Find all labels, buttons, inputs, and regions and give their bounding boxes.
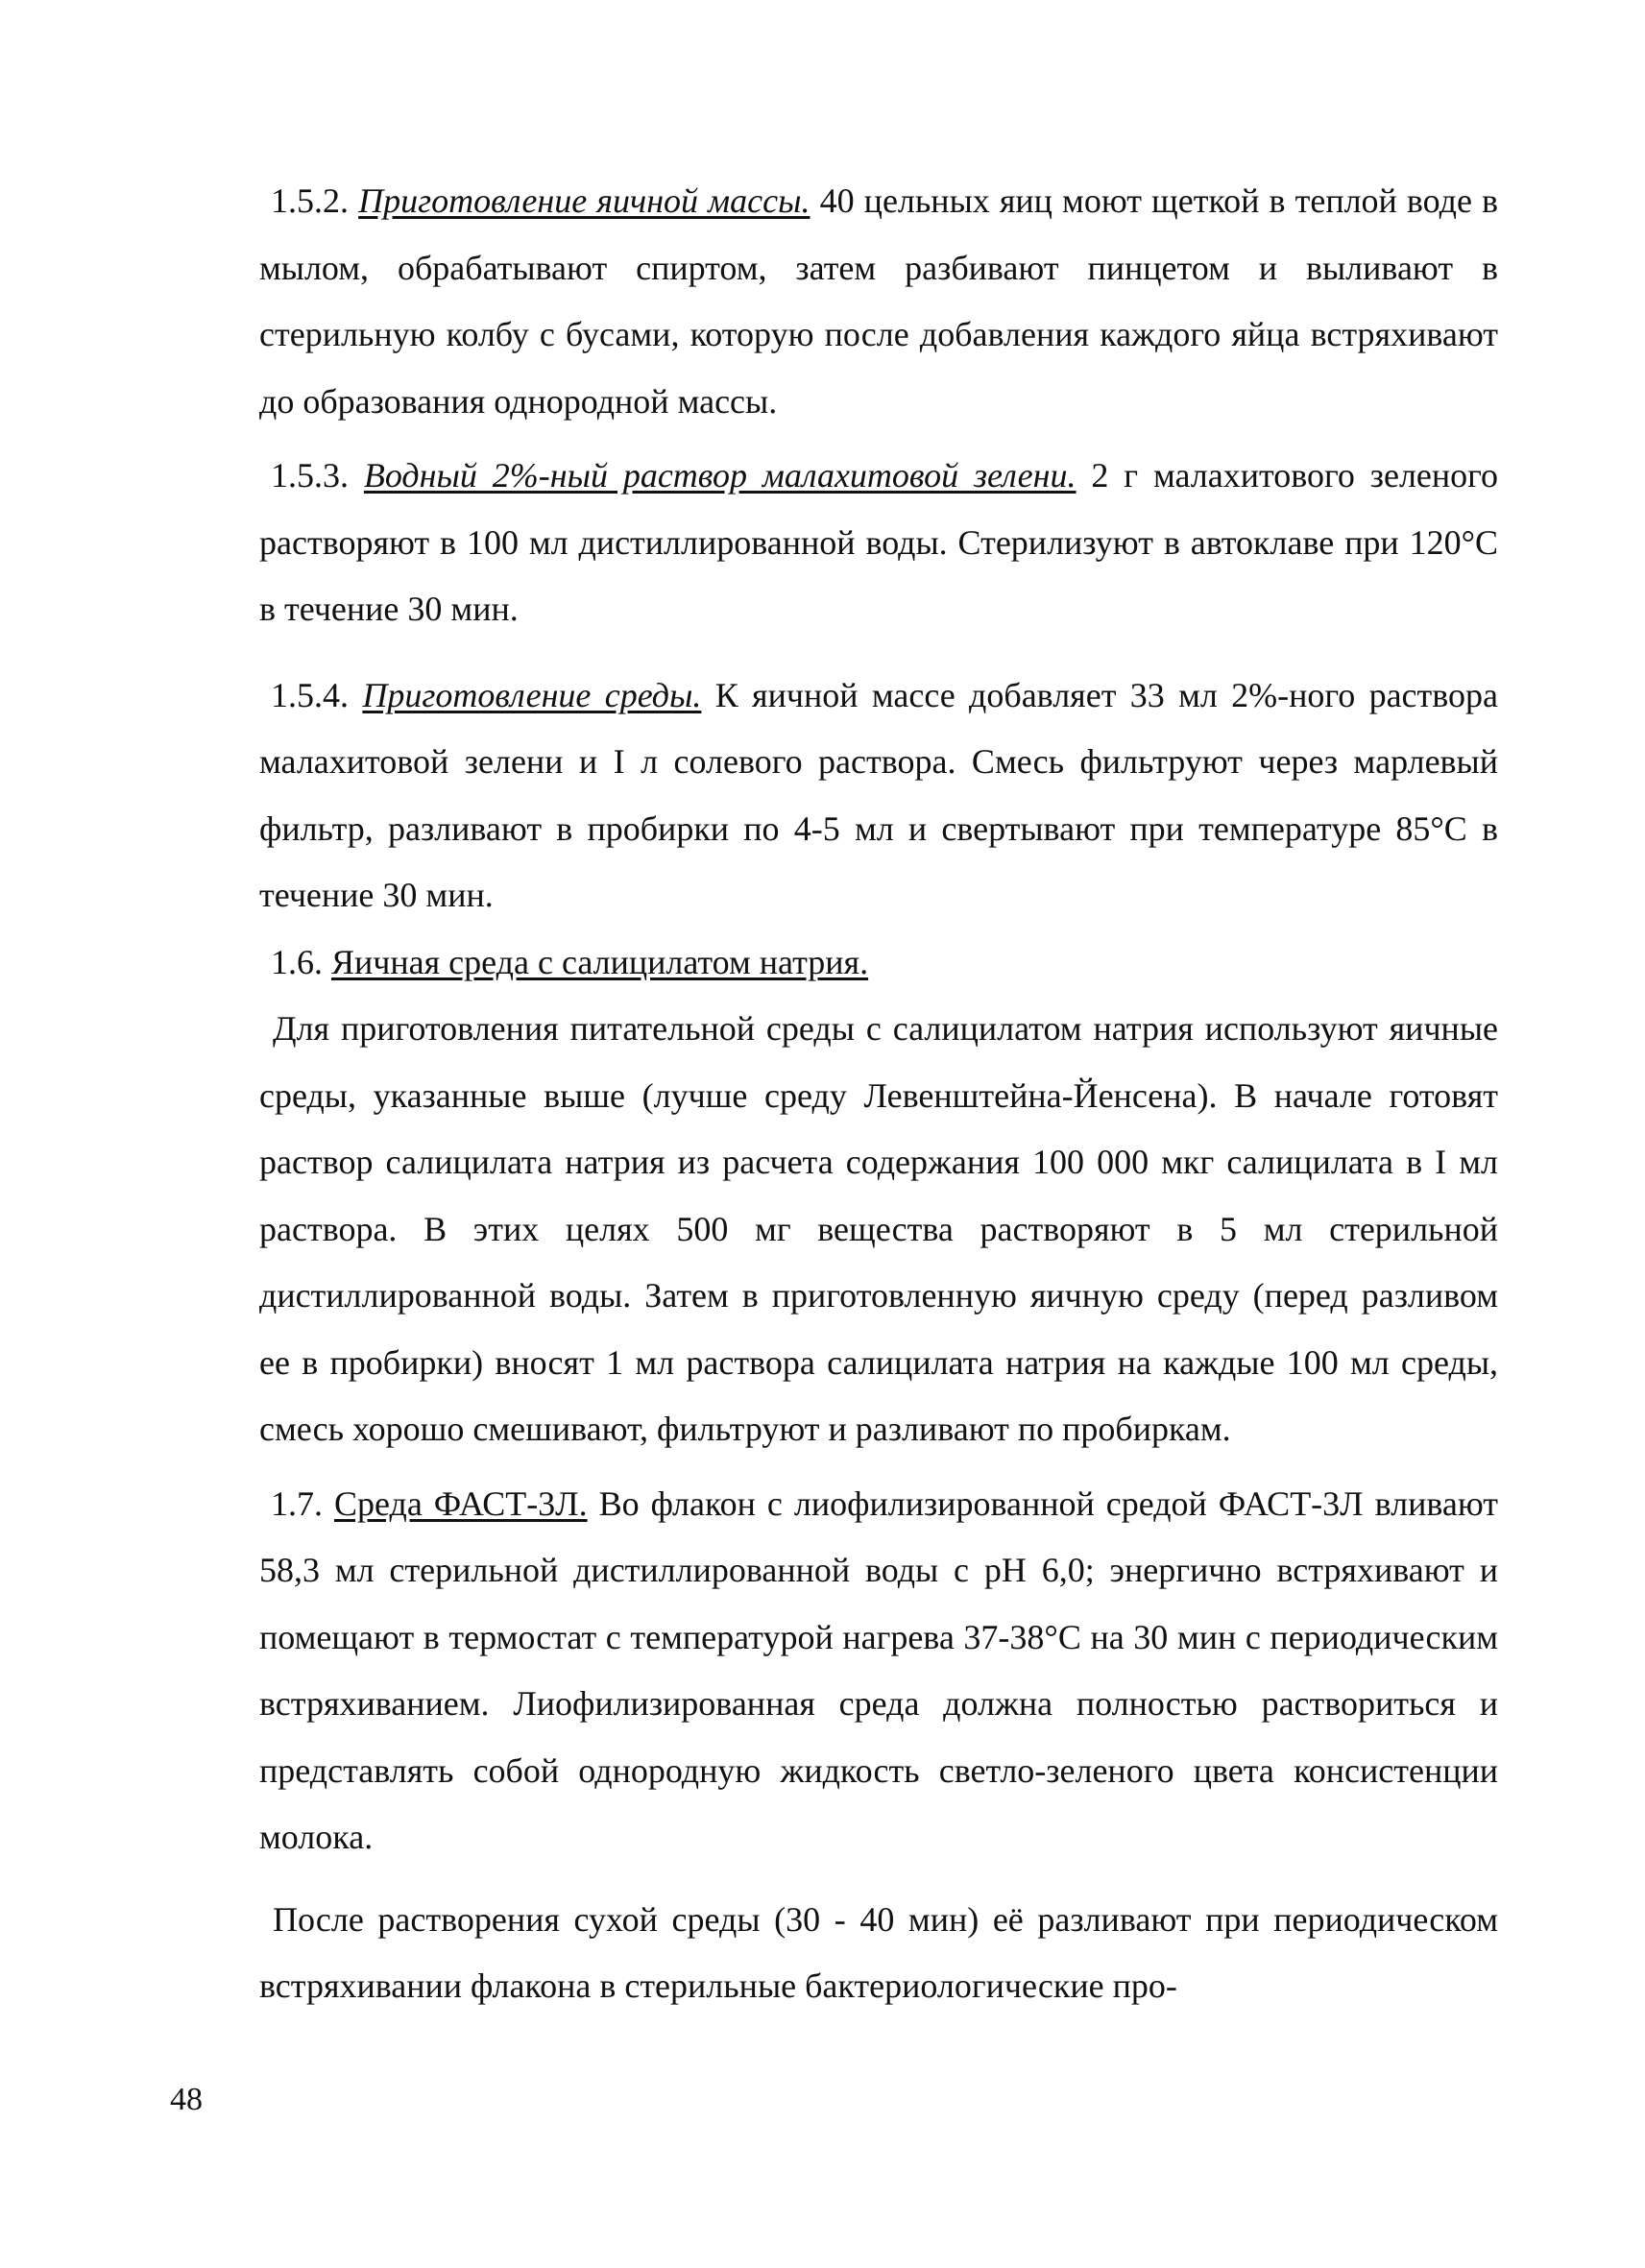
section-heading: Водный 2%-ный раствор малахитовой зелени. [363,456,1077,495]
paragraph-body: После растворения сухой среды (30 - 40 мин) её разливают при периодическом встряхивании флакона в стерильные бактериологические про- [259,1899,1498,2005]
section-1-6 [259,929,1498,997]
page-text [259,168,1498,2020]
paragraph-body: Для приготовления питательной среды с салицилатом натрия используют яичные среды, указанные выше (лучше среду Левенштейна-Йенсена). В начале готовят раствор салицилата натрия из расчета содержания 100 000 мкг салицилата в I мл раствора. В этих целях 500 мг вещества растворяют в 5 мл стерильной дистиллированной воды. Затем в приготовленную яичную среду (перед разливом ее в пробирки) вносят 1 мл раствора салицилата натрия на каждые 100 мл среды, смесь хорошо смешивают, фильтруют и разливают по пробиркам. [259,1009,1498,1448]
section-body: 2 г малахитового зеленого растворяют в 100 мл дистиллированной воды. Стерилизуют в автоклаве при 120°С в течение 30 мин. [259,456,1499,628]
section-number: 1.5.4. [271,675,349,714]
section-number: 1.6. [271,942,323,981]
section-number: 1.5.3. [271,456,349,495]
paragraph-salicylate [259,996,1498,1463]
section-heading: Приготовление среды. [362,675,702,714]
section-heading: Яичная среда с салицилатом натрия. [331,942,869,981]
section-1-5-2 [259,168,1498,435]
section-body: 40 цельных яиц моют щеткой в теплой воде в мылом, обрабатывают спиртом, затем разбивают пинцетом и выливают в стерильную колбу с бусами, которую после добавления каждого яйца встряхивают до образования однородной массы. [259,181,1499,421]
section-number: 1.5.2. [271,181,349,220]
page-number: 48 [170,2082,203,2117]
section-1-5-3 [259,443,1498,643]
section-heading: Среда ФАСТ-3Л. [334,1484,588,1523]
section-heading: Приготовление яичной массы. [358,181,810,220]
section-body: Во флакон с лиофилизированной средой ФАСТ-3Л вливают 58,3 мл стерильной дистиллированной воды с рН 6,0; энергично встряхивают и помещают в термостат с температурой нагрева 37-38°С на 30 мин с периодическим встряхиванием. Лиофилизированная среда должна полностью раствориться и представлять собой однородную жидкость светло-зеленого цвета консистенции молока. [259,1484,1498,1856]
section-1-5-4 [259,663,1498,929]
section-body: К яичной массе добавляет 33 мл 2%-ного раствора малахитовой зелени и I л солевого раствора. Смесь фильтруют через марлевый фильтр, разливают в пробирки по 4-5 мл и свертывают при температуре 85°С в течение 30 мин. [259,675,1499,914]
paragraph-dissolution [259,1887,1498,2020]
section-number: 1.7. [271,1484,323,1523]
section-1-7 [259,1471,1498,1871]
